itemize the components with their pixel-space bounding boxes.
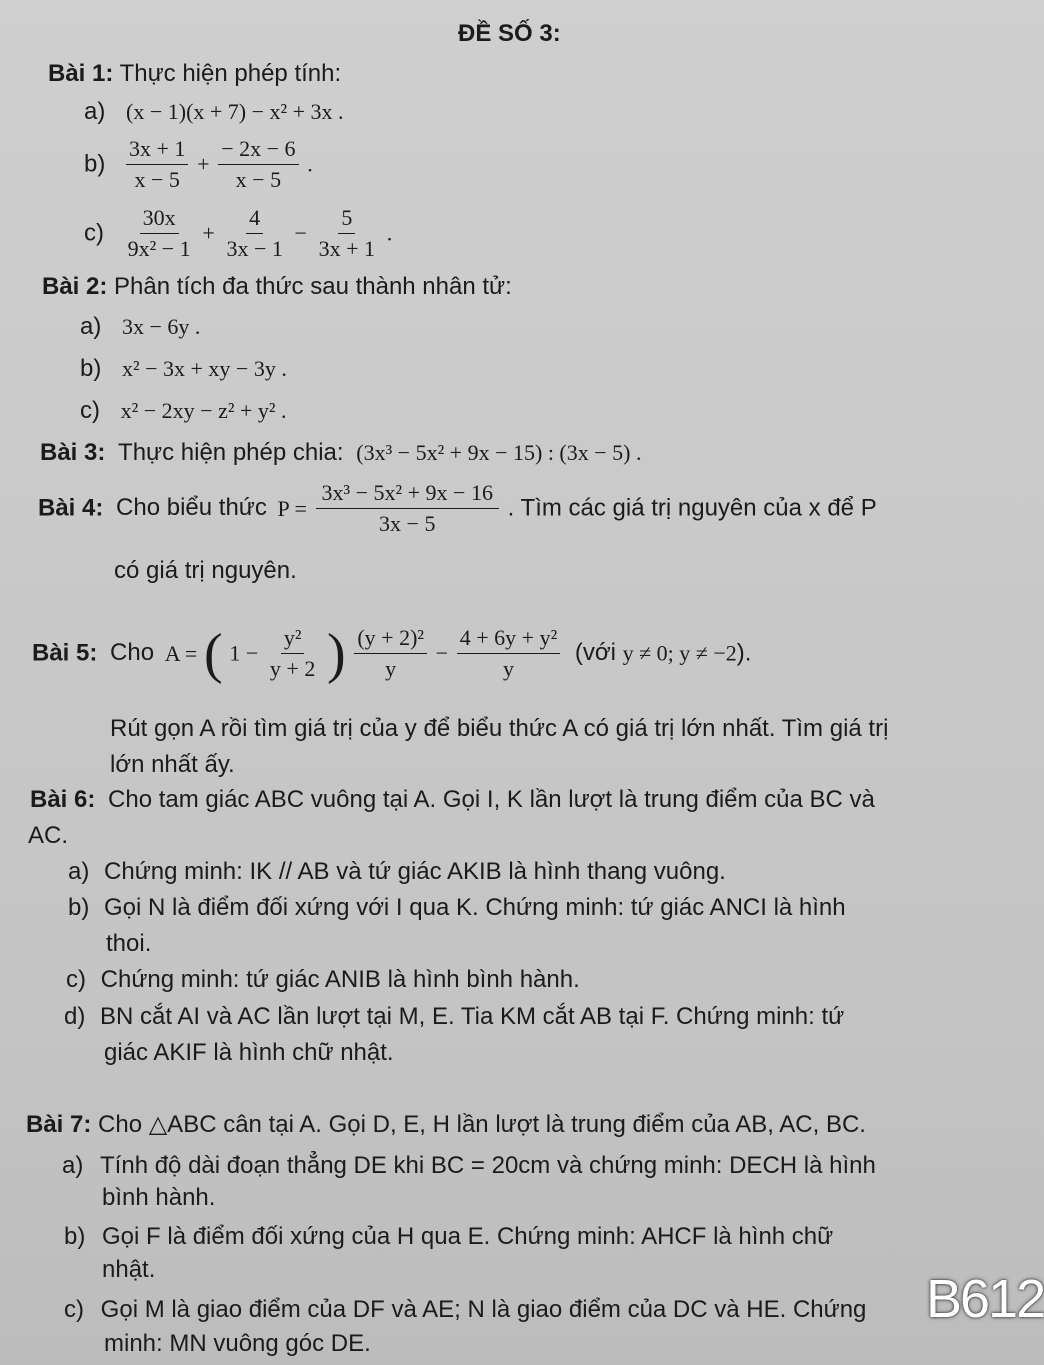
bai2-a-expr: 3x − 6y . <box>122 314 201 339</box>
bai5-cond-post: ). <box>736 639 752 667</box>
bai7-b <box>64 1223 833 1252</box>
bai5-line2: Rút gọn A rồi tìm giá trị của y để biểu thức A có giá trị lớn nhất. Tìm giá trị <box>110 715 889 742</box>
bai6-a <box>68 858 726 887</box>
bai1-c-frac2 <box>223 205 285 263</box>
bai2-c-expr: x² − 2xy − z² + y² . <box>120 398 287 423</box>
bai5-frac2 <box>354 625 427 683</box>
bai6-a-label: a) <box>68 858 90 885</box>
bai1-b-frac2-den: x − 5 <box>235 167 282 193</box>
bai7-c-text2: minh: MN vuông góc DE. <box>104 1330 371 1357</box>
bai7-b-label: b) <box>64 1223 86 1250</box>
bai5-frac1-den: y + 2 <box>269 656 316 682</box>
bai1-c-end: . <box>386 220 393 246</box>
bai1-heading <box>48 60 341 89</box>
bai5-cond-pre: (với <box>574 639 616 667</box>
bai5-minus: − <box>435 640 449 666</box>
bai1-c-frac2-den: 3x − 1 <box>226 236 283 262</box>
bai2-b <box>80 355 287 384</box>
bai1-c-frac3 <box>316 205 378 263</box>
bai5-text1: Cho <box>110 639 155 667</box>
bai6-d-label: d) <box>64 1003 86 1030</box>
bai6-d <box>64 1003 844 1032</box>
bai5-frac2-num: (y + 2)² <box>354 625 427 654</box>
bai4-frac <box>316 480 499 538</box>
bai2-heading <box>42 273 512 302</box>
bai5-label: Bài 5: <box>32 639 98 667</box>
bai7-line1-text: Cho △ABC cân tại A. Gọi D, E, H lần lượt là trung điểm của AB, AC, BC. <box>98 1111 866 1138</box>
bai1-heading-text: Thực hiện phép tính: <box>119 60 342 87</box>
watermark-logo: B612 <box>926 1269 1044 1329</box>
bai1-b-end: . <box>307 151 313 177</box>
bai1-c-frac1-num: 30x <box>140 205 179 234</box>
bai5-one-minus: 1 − <box>229 640 259 666</box>
bai1-c-frac3-den: 3x + 1 <box>318 236 376 262</box>
bai6-line2: AC. <box>28 822 69 849</box>
bai7-a-text1: Tính độ dài đoạn thẳng DE khi BC = 20cm và chứng minh: DECH là hình <box>100 1152 876 1179</box>
bai7-label: Bài 7: <box>26 1111 92 1138</box>
bai2-b-expr: x² − 3x + xy − 3y . <box>122 356 287 381</box>
bai7-a-text2: bình hành. <box>102 1184 216 1211</box>
bai1-c-minus: − <box>294 220 307 246</box>
bai3-heading: Thực hiện phép chia: <box>118 439 344 466</box>
bai4-frac-den: 3x − 5 <box>379 511 436 537</box>
bai1-b-frac1-num: 3x + 1 <box>126 136 188 165</box>
bai4-text3: có giá trị nguyên. <box>114 557 297 584</box>
bai5-frac3 <box>457 625 560 683</box>
page-title: ĐỀ SỐ 3: <box>458 20 561 47</box>
bai1-b-plus: + <box>197 151 210 177</box>
bai1-b-frac2-num: − 2x − 6 <box>218 136 298 165</box>
bai5-frac1-num: y² <box>281 625 305 654</box>
bai5-frac3-num: 4 + 6y + y² <box>457 625 560 654</box>
bai5-lparen: ( <box>204 622 223 685</box>
bai7-a <box>62 1152 876 1181</box>
bai1-a <box>84 98 344 127</box>
bai6-b-label: b) <box>68 894 90 921</box>
bai5-frac1 <box>267 625 318 683</box>
bai6-line1-text: Cho tam giác ABC vuông tại A. Gọi I, K lần lượt là trung điểm của BC và <box>108 786 875 813</box>
bai7-line1 <box>26 1111 866 1140</box>
bai7-b-text1: Gọi F là điểm đối xứng của H qua E. Chứng minh: AHCF là hình chữ <box>102 1223 834 1250</box>
bai6-line1 <box>30 786 875 815</box>
bai1-b-frac1 <box>126 136 188 194</box>
bai5-cond: y ≠ 0; y ≠ −2 <box>622 640 737 666</box>
bai4 <box>38 480 877 538</box>
bai1-c <box>84 205 392 263</box>
bai1-c-plus: + <box>202 220 215 246</box>
bai6-b-text1: Gọi N là điểm đối xứng với I qua K. Chứng minh: tứ giác ANCI là hình <box>104 894 846 921</box>
bai4-label: Bài 4: <box>38 494 104 522</box>
bai6-a-text: Chứng minh: IK // AB và tứ giác AKIB là hình thang vuông. <box>104 858 726 885</box>
bai2-label: Bài 2: <box>42 273 108 300</box>
bai1-b <box>84 136 313 194</box>
bai1-c-label: c) <box>84 219 104 247</box>
bai6-b-text2: thoi. <box>106 930 152 957</box>
bai6-c <box>66 966 580 995</box>
bai7-c-label: c) <box>64 1296 84 1323</box>
bai1-c-frac3-num: 5 <box>338 205 355 234</box>
bai1-a-label: a) <box>84 98 106 125</box>
bai3-label: Bài 3: <box>40 439 106 466</box>
bai6-c-text: Chứng minh: tứ giác ANIB là hình bình hành. <box>100 966 580 993</box>
bai1-label: Bài 1: <box>48 60 114 87</box>
bai5-rparen: ) <box>327 622 346 685</box>
bai6-d-text1: BN cắt AI và AC lần lượt tại M, E. Tia KM cắt AB tại F. Chứng minh: tứ <box>100 1003 845 1030</box>
bai7-c <box>64 1296 866 1325</box>
bai2-a-label: a) <box>80 313 102 340</box>
bai4-frac-num: 3x³ − 5x² + 9x − 16 <box>316 480 499 509</box>
bai4-text1: Cho biểu thức <box>116 494 267 522</box>
bai1-c-frac1 <box>125 205 194 263</box>
bai5-line3: lớn nhất ấy. <box>110 751 235 778</box>
bai3-expr: (3x³ − 5x² + 9x − 15) : (3x − 5) . <box>356 440 642 465</box>
bai7-b-text2: nhật. <box>102 1256 156 1283</box>
bai1-b-frac2 <box>218 136 298 194</box>
bai7-c-text1: Gọi M là giao điểm của DF và AE; N là giao điểm của DC và HE. Chứng <box>100 1296 867 1323</box>
bai5-a-eq: A = <box>164 640 198 666</box>
bai5-frac3-den: y <box>502 656 514 682</box>
bai6-d-text2: giác AKIF là hình chữ nhật. <box>104 1039 394 1066</box>
bai1-c-frac2-num: 4 <box>246 205 263 234</box>
bai1-b-label: b) <box>84 150 106 178</box>
bai2-a <box>80 313 200 342</box>
bai2-c <box>80 397 286 426</box>
bai6-label: Bài 6: <box>30 786 96 813</box>
bai6-c-label: c) <box>66 966 86 993</box>
bai4-p-eq: P = <box>277 495 307 521</box>
bai1-b-frac1-den: x − 5 <box>134 167 180 193</box>
bai1-c-frac1-den: 9x² − 1 <box>127 236 191 262</box>
bai5-frac2-den: y <box>385 656 397 682</box>
bai2-heading-text: Phân tích đa thức sau thành nhân tử: <box>114 273 512 300</box>
bai1-a-expr: (x − 1)(x + 7) − x² + 3x . <box>126 99 344 124</box>
bai2-c-label: c) <box>80 397 100 424</box>
bai4-text2: . Tìm các giá trị nguyên của x để P <box>507 494 877 522</box>
bai7-a-label: a) <box>62 1152 84 1179</box>
bai2-b-label: b) <box>80 355 102 382</box>
bai3 <box>40 439 642 468</box>
bai6-b <box>68 894 846 923</box>
bai5 <box>32 622 752 685</box>
